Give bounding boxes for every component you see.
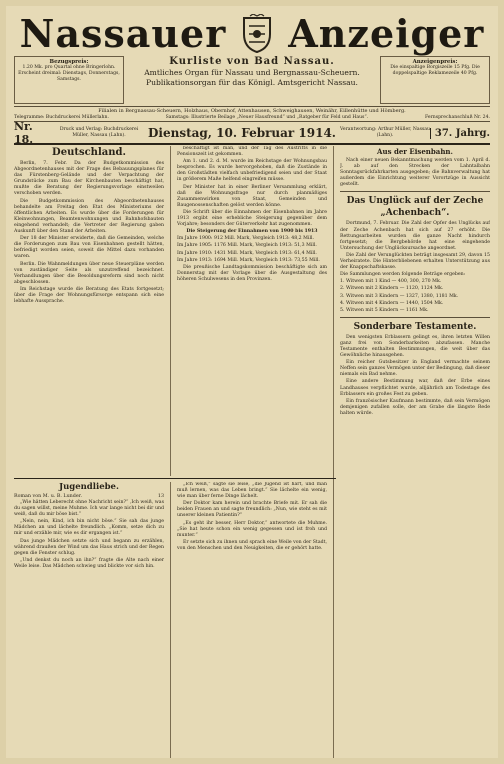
- article-paragraph: Die Zahl der Verunglückten beträgt insgesamt 29, davon 15 Verheiratete. Die Hinterbliebenen erhalten Unterstützung aus der Knappschaftskasse.: [340, 252, 490, 271]
- article-paragraph: Die Budgetkommission des Abgeordnetenhauses behandelte am Freitag den Etat des Ministeriums der öffentlichen Arbeiten. Es wurde über die Forderungen für Kleinwohnungen, Beamtenwohnungen und Bahnhofsbauten eingehend verhandelt; die Vertreter der Regierung gaben Auskunft über den Stand der Arbeiten.: [14, 198, 164, 235]
- article-paragraph: Den wenigsten Erblassern gelingt es, ihren letzten Willen ganz frei von Sonderbarkeiten abzufassen. Manche Testamente enthalten Bestimmungen, die weit über das Gewöhnliche hinausgehen.: [340, 334, 490, 359]
- article-paragraph: Der Doktor kam herein und brachte Briefe mit. Er sah die beiden Frauen an und sagte freundlich: „Nun, wie steht es mit unserer kleinen Patientin?“: [177, 501, 327, 519]
- list-title: Die Sammlungen werden folgende Beträge ergeben:: [340, 272, 466, 278]
- bezugspreis-heading: Bezugspreis:: [49, 59, 89, 65]
- issue-druck: Druck und Verlag: Buchdruckerei Müller, Nassau (Lahn).: [59, 127, 139, 138]
- divider: [340, 317, 490, 318]
- article-paragraph: Eine andere Bestimmung war, daß der Erbe eines Landhauses verpflichtet wurde, alljährlich am Todestage des Erblassers ein großes Fest zu geben.: [340, 379, 490, 397]
- section-title-deutschland: Deutschland.: [52, 147, 126, 158]
- telegram-right: Fernsprechanschluß Nr. 24.: [424, 115, 490, 120]
- article-paragraph: Der 18 der Minister erwiderte, daß die Gemeinden, welche die Forderungen zum Bau von Eisenbahnen gestellt hätten, befriedigt worden seien, soweit die Mittel dazu vorhanden waren.: [14, 236, 164, 260]
- masthead: [14, 12, 490, 56]
- issue-verantwortung: Verantwortung: Arthur Müller, Nassau (Lahn).: [340, 127, 430, 138]
- list-item: 3. Witwen mit 3 Kindern — 1327, 1380, 1181 Mk.: [340, 293, 459, 299]
- masthead-title-left: Nassauer: [19, 11, 227, 56]
- roman-byline: [14, 493, 164, 500]
- table-row: Im Jahre 1913: 1694 Mill. Mark, Vergleich 1913: 73,55 Mill.: [177, 257, 320, 263]
- article-paragraph: Im Reichstage wurde die Beratung des Etats fortgesetzt; über die Frage der Wohnungsfürsorge entspann sich eine lebhafte Aussprache.: [14, 286, 164, 305]
- section-title-unglueck: Das Unglück auf der Zeche „Achenbach“.: [346, 196, 484, 219]
- telegram-left: Telegramme: Buchdruckerei Müllerlahn.: [14, 115, 109, 120]
- telegram-line: [14, 114, 490, 122]
- article-paragraph: Am 1. und 2. d. M. wurde im Reichstage der Wohnungsbau besprochen. Es wurde hervorgehoben, daß die Zustände in den Großstädten vielfach unbefriedigend seien und der Staat in größerem Maße helfend eingreifen müsse.: [177, 159, 327, 183]
- article-paragraph: Dortmund, 7. Februar. Die Zahl der Opfer des Unglücks auf der Zeche Achenbach hat sich auf 27 erhöht. Die Rettungsarbeiten wurden die ganze Nacht hindurch fortgesetzt; die Bergbehörde hat eine eingehende Untersuchung der Unglücksursache angeordnet.: [340, 221, 490, 251]
- article-paragraph: „Ich weiß,“ sagte sie leise, „die Jugend ist hart, und man muß lernen, was das Leben bringt.“ Sie lächelte ein wenig, wie man über ferne Dinge lächelt.: [177, 482, 327, 500]
- table-row: Im Jahre 1905: 1176 Mill. Mark, Vergleich 1913: 51,3 Mill.: [177, 243, 317, 249]
- article-paragraph: Die Schrift über die Einnahmen der Eisenbahnen im Jahre 1913 ergibt eine erhebliche Steigerung gegenüber dem Vorjahre; besonders der Güterverkehr hat zugenommen.: [177, 209, 327, 228]
- bezugspreis-box: [14, 56, 124, 104]
- anzeigenpreis-box: [380, 56, 490, 104]
- table-row: Im Jahre 1910: 1431 Mill. Mark, Vergleich 1913: 61,4 Mill.: [177, 250, 317, 256]
- article-paragraph: „Es geht ihr besser, Herr Doktor,“ antwortete die Muhme. „Sie hat heute schon ein wenig gegessen und ist froh und munter.“: [177, 520, 327, 538]
- anzeigenpreis-text: Die einspaltige Borgiszeile 15 Pfg. Die doppelspaltige Reklamezeile 40 Pfg.: [390, 65, 480, 76]
- article-paragraph: Die preußische Landtagskommission beschäftigte sich am Donnerstag mit der Vorlage über die Ausgestaltung des höheren Schulwesens in den Provinzen.: [177, 264, 327, 282]
- article-paragraph: „Nein, nein, Kind, ich bin nicht böse.“ Sie sah das junge Mädchen an und lächelte freundlich. „Komm, setze dich zu mir und erzähle mir, wie es dir ergangen ist.“: [14, 519, 164, 537]
- column-deutschland: [14, 146, 164, 476]
- article-paragraph: Der Minister hat in einer Berliner Versammlung erklärt, daß die Wohnungsfrage nur durch planmäßiges Zusammenwirken von Staat, Gemeinden und Baugenossenschaften gelöst werden könne.: [177, 184, 327, 208]
- list-item: 2. Witwen mit 2 Kindern — 1120, 1124 Mk.: [340, 286, 444, 292]
- filialen-line: Filialen in Bergnassau-Scheuern, Holzhaus, Obernhof, Attenhausen, Schweighausen, Weinähr, Eillenhütte und Hömberg.: [14, 106, 490, 115]
- divider: [340, 191, 490, 192]
- column-two: [177, 146, 327, 476]
- section-title-testamente: Sonderbare Testamente.: [353, 321, 477, 332]
- article-paragraph: Berlin, 7. Febr. Da der Budgetkommission des Abgeordnetenhauses mit der Frage des Bebauungsplanes für das Fürstenberg-Gelände und der Verpachtung der Grundstücke zum Bau der Kirchenbauten beschäftigt hat, mußte die Beratung der Regierungsvorlage einstweilen verschoben werden.: [14, 161, 164, 197]
- newspaper-page: [6, 6, 498, 758]
- article-paragraph: „Wie hätten Leberecht ohne Nachricht sein?“ ,Ich weiß, was du sagen willst, meine Muhme. Ich war lange nicht bei dir und weiß, daß du mir böse bist.“: [14, 500, 164, 518]
- list-item: 1. Witwen mit 1 Kind — 400, 300, 270 Mk.: [340, 279, 442, 285]
- issue-jahrgang: 37. Jahrg.: [430, 128, 490, 139]
- article-paragraph: Berlin. Die Wahnmeldungen über neue Steuerpläne werden von zuständiger Seite als unzutreffend bezeichnet. Verhandlungen über die Besoldungsreform sind noch nicht abgeschlossen.: [14, 261, 164, 285]
- table-title: Die Steigerung der Einnahmen von 1900 bis 1913: [186, 229, 318, 235]
- article-paragraph: Das junge Mädchen setzte sich und begann zu erzählen, während draußen der Wind um das Haus strich und der Regen gegen die Fenster schlug.: [14, 538, 164, 556]
- column-roman-continued: [177, 482, 327, 758]
- anzeigenpreis-heading: Anzeigenpreis:: [412, 59, 458, 65]
- masthead-title-right: Anzeiger: [288, 11, 485, 56]
- article-paragraph: Ein französischer Kaufmann bestimmte, daß sein Vermögen demjenigen zufallen solle, der am Grabe die längste Rede halten würde.: [340, 398, 490, 416]
- column-rule: [170, 146, 171, 476]
- issue-bar: [14, 120, 490, 146]
- list-item: 4. Witwen mit 4 Kindern — 1440, 1504 Mk.: [340, 300, 444, 306]
- amtlich-line-1: Amtliches Organ für Nassau und Bergnassau-Scheuern.: [144, 68, 360, 77]
- section-title-eisenbahn: Aus der Eisenbahn.: [377, 147, 453, 156]
- amtlich-line-2: Publikationsorgan für das Königl. Amtsgericht Nassau.: [146, 78, 358, 87]
- telegram-mid: Samstags: Illustrierte Beilage „Neuer Hausfreund“ und „Ratgeber für Feld und Haus“.: [165, 115, 369, 120]
- bezugspreis-text: 1.20 Mk. pro Quartal ohne Bringerlohn. Erscheint dreimal: Dienstags, Donnerstags, Samstags.: [18, 65, 120, 82]
- issue-number: Nr. 18.: [14, 120, 34, 146]
- subtitle-block: [134, 56, 370, 88]
- roman-author: Roman von M. u. B. Lunder.: [14, 494, 82, 499]
- column-rule: [170, 482, 171, 758]
- article-paragraph: Nach einer neuen Bekanntmachung werden vom 1. April d. J. ab auf den Strecken der Lahntalbahn Sonntagsrückfahrkarten ausgegeben; die Bahnverwaltung hat außerdem die Einrichtung weiterer Vorortzüge in Aussicht gestellt.: [340, 158, 490, 188]
- article-paragraph: Er setzte sich zu ihnen und sprach eine Weile von der Stadt, von den Menschen und den Neuigkeiten, die er gehört hatte.: [177, 539, 327, 551]
- table-row: Im Jahre 1900: 912 Mill. Mark, Vergleich 1913: 48,2 Mill.: [177, 236, 314, 242]
- issue-date: Dienstag, 10. Februar 1914.: [148, 126, 336, 140]
- column-three: [340, 146, 490, 756]
- column-roman: [14, 482, 164, 758]
- coat-of-arms-icon: [240, 14, 274, 54]
- article-paragraph: Ein reicher Gutsbesitzer in England vermachte seinem Neffen sein ganzes Vermögen unter der Bedingung, daß dieser niemals ein Bad nehme.: [340, 360, 490, 378]
- kurliste-heading: Kurliste von Bad Nassau.: [169, 56, 335, 67]
- list-item: 5. Witwen mit 5 Kindern — 1161 Mk.: [340, 307, 429, 313]
- feuilleton-rule: [14, 478, 336, 479]
- article-paragraph: „Und denkst du noch an ihn?“ fragte die Alte nach einer Weile leise. Das Mädchen schwieg und blickte vor sich hin.: [14, 557, 164, 569]
- column-rule: [333, 146, 334, 758]
- roman-part: 13: [157, 494, 164, 499]
- article-paragraph: beschäftigt ist man, und der Tag des Austritts in die Pensionszeit ist gekommen.: [177, 146, 327, 158]
- roman-title: Jugendliebe.: [59, 482, 119, 492]
